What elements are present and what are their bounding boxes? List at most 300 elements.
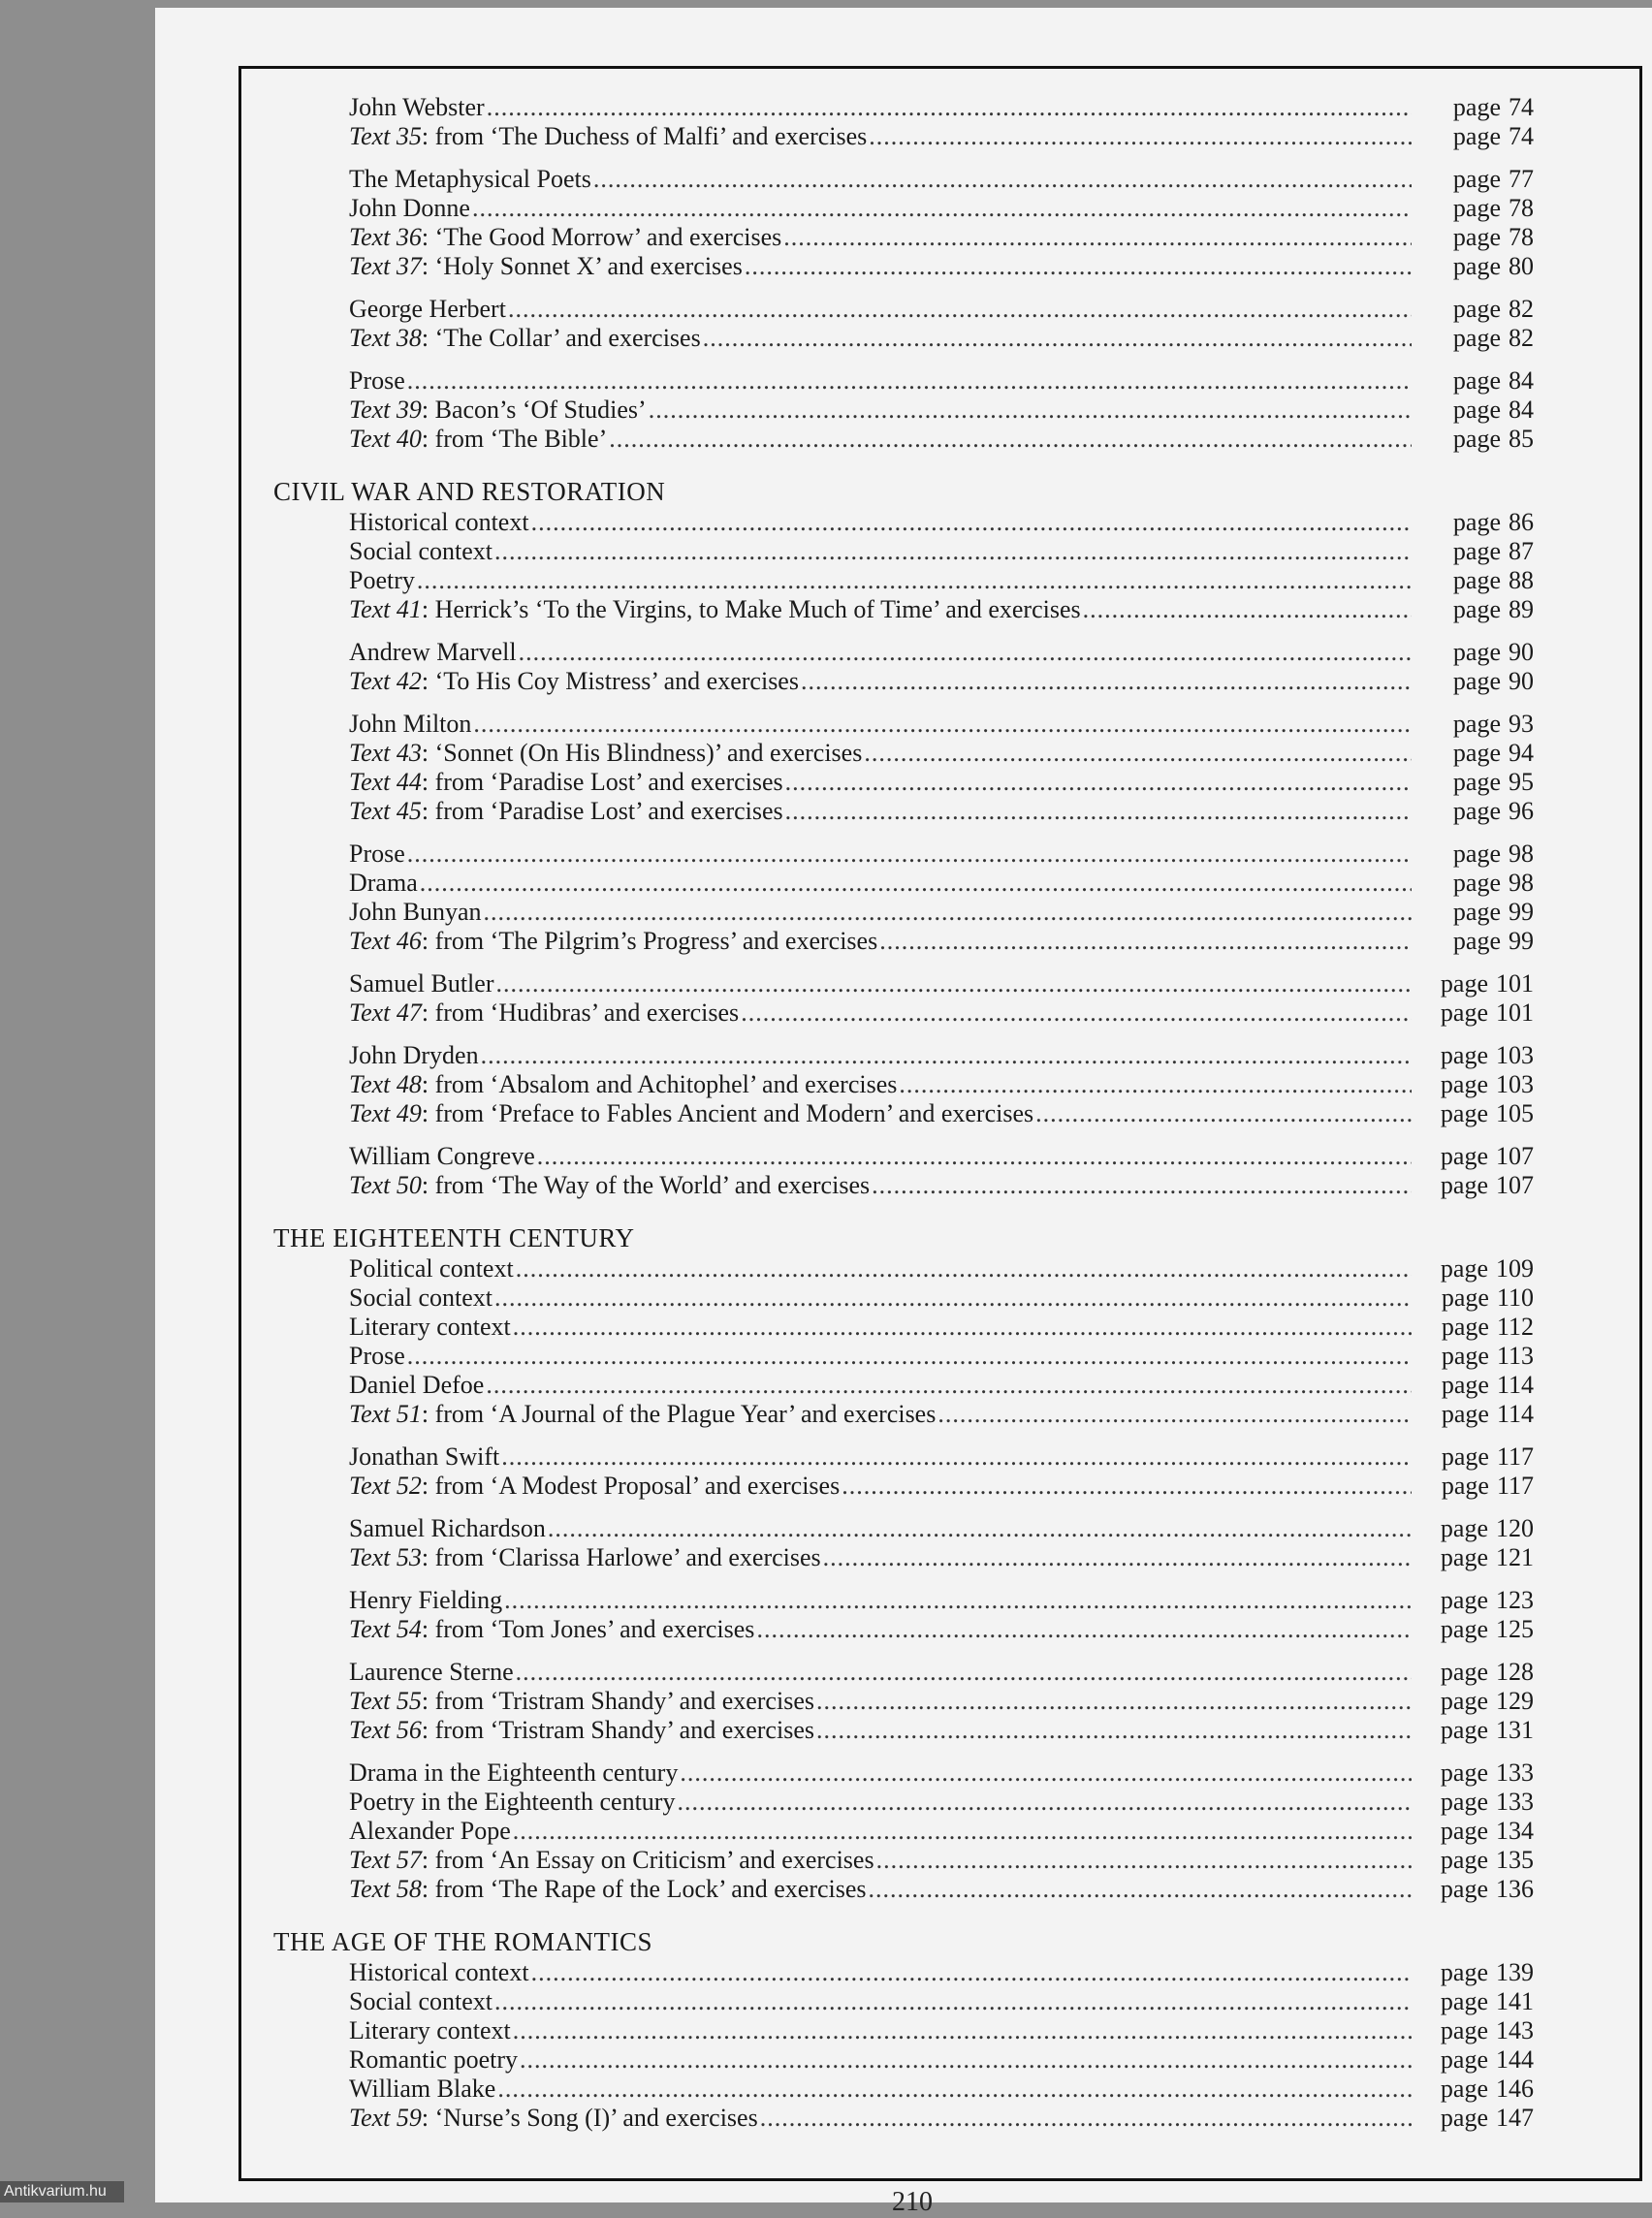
page-label: page — [1440, 1254, 1488, 1283]
entry-title-text: : from ‘Tristram Shandy’ and exercises — [421, 1716, 814, 1744]
page-label: page — [1441, 1371, 1489, 1399]
page-label: page — [1440, 1099, 1488, 1127]
entry-title-text: : from ‘Preface to Fables Ancient and Modern’ and exercises — [421, 1099, 1034, 1127]
page-reference — [1414, 1543, 1534, 1572]
entry-title — [349, 869, 418, 898]
dot-leader — [756, 1615, 1412, 1644]
page-reference — [1414, 1342, 1534, 1371]
toc-entry — [273, 667, 1534, 696]
page-label: page — [1452, 927, 1501, 955]
page-value: 114 — [1496, 1371, 1534, 1399]
toc-entry — [273, 2075, 1534, 2104]
toc-entry — [273, 1070, 1534, 1099]
entry-title — [349, 638, 517, 667]
dot-leader — [486, 1371, 1412, 1400]
entry-group — [273, 366, 1534, 454]
page-label: page — [1440, 1514, 1488, 1542]
text-number: Text 35 — [349, 122, 422, 150]
page-reference — [1414, 1759, 1534, 1788]
toc-entry — [273, 1658, 1534, 1687]
dot-leader — [593, 165, 1412, 194]
entry-title — [349, 396, 647, 425]
page-value: 101 — [1496, 998, 1534, 1027]
dot-leader — [745, 252, 1412, 281]
toc-entry — [273, 1342, 1534, 1371]
toc-entry — [273, 537, 1534, 566]
page-reference — [1414, 797, 1534, 826]
toc-section — [273, 475, 1534, 1200]
text-number: Text 44 — [349, 768, 422, 796]
dot-leader — [876, 1846, 1412, 1875]
entry-title — [349, 1254, 514, 1283]
entry-group — [273, 1041, 1534, 1128]
entry-title — [349, 366, 405, 396]
entry-title — [349, 566, 415, 595]
toc-entry — [273, 1142, 1534, 1171]
page-value: 123 — [1496, 1586, 1534, 1614]
dot-leader — [513, 2016, 1412, 2045]
page-value: 90 — [1509, 667, 1534, 695]
toc-entry — [273, 165, 1534, 194]
page-reference — [1414, 1658, 1534, 1687]
entry-title — [349, 1142, 535, 1171]
toc-entry — [273, 998, 1534, 1028]
text-number: Text 36 — [349, 223, 422, 251]
page-label: page — [1452, 739, 1501, 767]
entry-title-text: Social context — [349, 1987, 493, 2015]
page-value: 110 — [1496, 1283, 1534, 1312]
entry-group — [273, 710, 1534, 826]
page-reference — [1414, 2045, 1534, 2075]
entry-title-text: : from ‘Paradise Lost’ and exercises — [421, 797, 783, 825]
dot-leader — [741, 998, 1412, 1028]
page-value: 82 — [1509, 324, 1534, 352]
entry-title-text: Prose — [349, 1342, 405, 1370]
page-label: page — [1452, 295, 1501, 323]
page-reference — [1414, 840, 1534, 869]
entry-title-text: : from ‘A Modest Proposal’ and exercises — [421, 1472, 841, 1500]
entry-title — [349, 1070, 897, 1099]
entry-title-text: : from ‘The Way of the World’ and exercises — [421, 1171, 871, 1199]
page-value: 112 — [1496, 1313, 1534, 1341]
page-value: 96 — [1509, 797, 1534, 825]
page-value: 120 — [1496, 1514, 1534, 1542]
page-label: page — [1440, 1658, 1488, 1686]
text-number: Text 53 — [349, 1543, 422, 1571]
dot-leader — [501, 1442, 1412, 1472]
toc-entry — [273, 122, 1534, 151]
section-heading: THE EIGHTEENTH CENTURY — [273, 1223, 635, 1252]
dot-leader — [504, 1586, 1412, 1615]
entry-group — [273, 1254, 1534, 1429]
entry-title — [349, 1400, 936, 1429]
text-number: Text 43 — [349, 739, 422, 767]
entry-title — [349, 425, 607, 454]
toc-entry — [273, 1400, 1534, 1429]
text-number: Text 47 — [349, 998, 422, 1027]
page-reference — [1414, 595, 1534, 624]
page-reference — [1414, 425, 1534, 454]
page-label: page — [1440, 1875, 1488, 1903]
entry-title-text: William Congreve — [349, 1142, 535, 1170]
page-label: page — [1441, 1313, 1489, 1341]
page-reference — [1414, 1716, 1534, 1745]
entry-title — [349, 2045, 518, 2075]
page-label: page — [1440, 1788, 1488, 1816]
page-value: 88 — [1509, 566, 1534, 594]
toc-entry — [273, 1817, 1534, 1846]
entry-title — [349, 324, 701, 353]
entry-title-text: : from ‘A Journal of the Plague Year’ and exercises — [421, 1400, 937, 1428]
page-value: 134 — [1496, 1817, 1534, 1845]
entry-title — [349, 739, 862, 768]
page-value: 78 — [1509, 194, 1534, 222]
entry-title — [349, 2104, 758, 2133]
entry-title — [349, 840, 405, 869]
dot-leader — [520, 2045, 1412, 2075]
toc-entry — [273, 93, 1534, 122]
page-label: page — [1452, 869, 1501, 897]
dot-leader — [484, 898, 1413, 927]
page-value: 129 — [1496, 1687, 1534, 1715]
page-label: page — [1452, 710, 1501, 738]
entry-title — [349, 223, 781, 252]
entry-title-text: : from ‘The Rape of the Lock’ and exercises — [421, 1875, 867, 1903]
entry-group — [273, 840, 1534, 956]
dot-leader — [494, 537, 1412, 566]
page-value: 139 — [1496, 1958, 1534, 1986]
entry-title — [349, 1586, 502, 1615]
page-label: page — [1452, 508, 1501, 536]
dot-leader — [823, 1543, 1412, 1572]
entry-title-text: Samuel Richardson — [349, 1514, 546, 1542]
page-label: page — [1440, 1687, 1488, 1715]
page-label: page — [1440, 1759, 1488, 1787]
page-reference — [1414, 1586, 1534, 1615]
page-label: page — [1441, 1283, 1489, 1312]
dot-leader — [420, 869, 1412, 898]
page-reference — [1414, 1171, 1534, 1200]
dot-leader — [869, 1875, 1412, 1904]
entry-title-text: : from ‘Clarissa Harlowe’ and exercises — [421, 1543, 821, 1571]
entry-group — [273, 165, 1534, 281]
dot-leader — [494, 1283, 1412, 1313]
toc-entry — [273, 1586, 1534, 1615]
toc-entry — [273, 1283, 1534, 1313]
page-reference — [1414, 1400, 1534, 1429]
page-reference — [1414, 869, 1534, 898]
entry-title — [349, 122, 867, 151]
toc-entry — [273, 1875, 1534, 1904]
dot-leader — [548, 1514, 1412, 1543]
page-label: page — [1440, 2104, 1488, 2132]
page-value: 103 — [1496, 1070, 1534, 1098]
toc-entry — [273, 1442, 1534, 1472]
dot-leader — [487, 93, 1412, 122]
page-reference — [1414, 667, 1534, 696]
page-reference — [1414, 998, 1534, 1028]
page-value: 121 — [1496, 1543, 1534, 1571]
page-reference — [1414, 194, 1534, 223]
text-number: Text 55 — [349, 1687, 422, 1715]
entry-title — [349, 165, 591, 194]
page-value: 146 — [1496, 2075, 1534, 2103]
toc-section — [273, 1925, 1534, 2133]
toc-entry — [273, 1472, 1534, 1501]
page-value: 105 — [1496, 1099, 1534, 1127]
page-value: 103 — [1496, 1041, 1534, 1069]
text-number: Text 49 — [349, 1099, 422, 1127]
entry-title-text: Laurence Sterne — [349, 1658, 514, 1686]
page-label: page — [1452, 595, 1501, 623]
toc-entry — [273, 194, 1534, 223]
entry-title — [349, 1958, 529, 1987]
page-label: page — [1452, 638, 1501, 666]
page-label: page — [1440, 2016, 1488, 2044]
page-reference — [1414, 165, 1534, 194]
dot-leader — [508, 295, 1412, 324]
entry-title — [349, 1543, 821, 1572]
page-value: 107 — [1496, 1171, 1534, 1199]
dot-leader — [516, 1254, 1412, 1283]
page-label: page — [1452, 324, 1501, 352]
entry-title-text: John Donne — [349, 194, 470, 222]
page-reference — [1414, 1099, 1534, 1128]
toc-entry — [273, 1171, 1534, 1200]
page-label: page — [1440, 1846, 1488, 1874]
page-reference — [1414, 324, 1534, 353]
text-number: Text 38 — [349, 324, 422, 352]
dot-leader — [537, 1142, 1412, 1171]
entry-group — [273, 1586, 1534, 1644]
dot-leader — [1083, 595, 1412, 624]
entry-title — [349, 1313, 511, 1342]
page-reference — [1414, 537, 1534, 566]
entry-title — [349, 595, 1081, 624]
toc-entry — [273, 1615, 1534, 1644]
entry-group — [273, 295, 1534, 353]
text-number: Text 37 — [349, 252, 422, 280]
entry-title — [349, 1283, 492, 1313]
entry-group — [273, 1759, 1534, 1904]
page-label: page — [1452, 252, 1501, 280]
text-number: Text 39 — [349, 396, 422, 424]
dot-leader — [785, 768, 1412, 797]
dot-leader — [531, 508, 1412, 537]
dot-leader — [497, 2075, 1412, 2104]
entry-title — [349, 927, 877, 956]
entry-title — [349, 1658, 514, 1687]
toc-section — [273, 1221, 1534, 1904]
toc-entry — [273, 252, 1534, 281]
toc-entry — [273, 595, 1534, 624]
entry-title-text: : ‘Sonnet (On His Blindness)’ and exercises — [421, 739, 863, 767]
page-reference — [1414, 1846, 1534, 1875]
page-label: page — [1440, 1716, 1488, 1744]
entry-title — [349, 667, 799, 696]
entry-title — [349, 1716, 814, 1745]
page-label: page — [1452, 797, 1501, 825]
page-reference — [1414, 252, 1534, 281]
text-number: Text 48 — [349, 1070, 422, 1098]
page-reference — [1414, 1958, 1534, 1987]
entry-title-text: Drama — [349, 869, 418, 897]
entry-title — [349, 1472, 840, 1501]
page-value: 136 — [1496, 1875, 1534, 1903]
page-value: 109 — [1496, 1254, 1534, 1283]
entry-title-text: Poetry in the Eighteenth century — [349, 1788, 676, 1816]
entry-group — [273, 1658, 1534, 1745]
entry-title-text: Henry Fielding — [349, 1586, 503, 1614]
page-label: page — [1440, 1987, 1488, 2015]
page-reference — [1414, 1788, 1534, 1817]
page-label: page — [1452, 768, 1501, 796]
entry-group — [273, 1514, 1534, 1572]
toc-entry — [273, 1846, 1534, 1875]
page-reference — [1414, 1514, 1534, 1543]
entry-title-text: Historical context — [349, 1958, 529, 1986]
entry-title — [349, 1615, 754, 1644]
entry-title-text: John Bunyan — [349, 898, 482, 926]
dot-leader — [519, 638, 1412, 667]
entry-title-text: Prose — [349, 366, 405, 395]
toc-entry — [273, 969, 1534, 998]
toc-entry — [273, 1313, 1534, 1342]
toc-entry — [273, 425, 1534, 454]
page-value: 144 — [1496, 2045, 1534, 2074]
text-number: Text 45 — [349, 797, 422, 825]
page-value: 93 — [1509, 710, 1534, 738]
entry-title — [349, 295, 506, 324]
entry-title-text: George Herbert — [349, 295, 506, 323]
page-label: page — [1452, 537, 1501, 565]
page-reference — [1414, 366, 1534, 396]
toc-entry — [273, 739, 1534, 768]
entry-title — [349, 2075, 495, 2104]
dot-leader — [816, 1716, 1412, 1745]
dot-leader — [407, 366, 1412, 396]
page-reference — [1414, 739, 1534, 768]
entry-title-text: John Dryden — [349, 1041, 479, 1069]
entry-title-text: Prose — [349, 840, 405, 868]
page-value: 99 — [1509, 927, 1534, 955]
watermark: Antikvarium.hu — [0, 2181, 124, 2202]
page-label: page — [1452, 840, 1501, 868]
toc-entry — [273, 1759, 1534, 1788]
page-reference — [1414, 638, 1534, 667]
toc-entry — [273, 869, 1534, 898]
entry-title-text: Jonathan Swift — [349, 1442, 500, 1471]
page-value: 90 — [1509, 638, 1534, 666]
toc-entry — [273, 840, 1534, 869]
entry-title-text: Romantic poetry — [349, 2045, 519, 2074]
entry-title — [349, 1846, 874, 1875]
page-value: 94 — [1509, 739, 1534, 767]
entry-title-text: John Webster — [349, 93, 485, 121]
entry-title-text: Samuel Butler — [349, 969, 494, 998]
entry-title — [349, 1759, 678, 1788]
entry-title-text: Poetry — [349, 566, 415, 594]
toc-entry — [273, 1099, 1534, 1128]
entry-title-text: William Blake — [349, 2075, 496, 2103]
toc-entry — [273, 1371, 1534, 1400]
page-label: page — [1440, 1041, 1488, 1069]
entry-title-text: : from ‘The Duchess of Malfi’ and exercises — [421, 122, 868, 150]
entry-title-text: Social context — [349, 1283, 493, 1312]
entry-title-text: Social context — [349, 537, 493, 565]
page-label: page — [1441, 1442, 1489, 1471]
page-label: page — [1440, 2075, 1488, 2103]
toc-entry — [273, 324, 1534, 353]
entry-title-text: Political context — [349, 1254, 514, 1283]
page-reference — [1414, 1142, 1534, 1171]
page-label: page — [1441, 1342, 1489, 1370]
dot-leader — [513, 1817, 1412, 1846]
toc-entry — [273, 223, 1534, 252]
entry-title-text: : Herrick’s ‘To the Virgins, to Make Much of Time’ and exercises — [421, 595, 1081, 623]
page-value: 98 — [1509, 869, 1534, 897]
toc-entry — [273, 1958, 1534, 1987]
text-number: Text 52 — [349, 1472, 422, 1500]
entry-title-text: : from ‘Paradise Lost’ and exercises — [421, 768, 783, 796]
entry-title-text: : from ‘The Bible’ — [421, 425, 608, 453]
page-reference — [1414, 566, 1534, 595]
toc-entry — [273, 295, 1534, 324]
page-label: page — [1440, 998, 1488, 1027]
toc-entry — [273, 768, 1534, 797]
page-value: 74 — [1509, 122, 1534, 150]
entry-title — [349, 537, 492, 566]
text-number: Text 40 — [349, 425, 422, 453]
dot-leader — [407, 840, 1412, 869]
page-reference — [1414, 508, 1534, 537]
dot-leader — [703, 324, 1412, 353]
page-label: page — [1452, 165, 1501, 193]
dot-leader — [785, 797, 1412, 826]
page-value: 117 — [1496, 1442, 1534, 1471]
entry-title — [349, 1788, 675, 1817]
page-label: page — [1440, 1817, 1488, 1845]
entry-title-text: Daniel Defoe — [349, 1371, 485, 1399]
page-value: 78 — [1509, 223, 1534, 251]
entry-title-text: : ‘To His Coy Mistress’ and exercises — [421, 667, 799, 695]
entry-group — [273, 508, 1534, 624]
page-value: 143 — [1496, 2016, 1534, 2044]
toc-entry — [273, 366, 1534, 396]
dot-leader — [609, 425, 1412, 454]
entry-title-text: Literary context — [349, 1313, 511, 1341]
dot-leader — [842, 1472, 1412, 1501]
entry-title-text: : from ‘An Essay on Criticism’ and exercises — [421, 1846, 874, 1874]
text-number: Text 56 — [349, 1716, 422, 1744]
entry-title — [349, 1817, 511, 1846]
dot-leader — [869, 122, 1412, 151]
entry-group — [273, 1958, 1534, 2133]
page-reference — [1414, 1371, 1534, 1400]
toc-entry — [273, 1788, 1534, 1817]
page-value: 113 — [1496, 1342, 1534, 1370]
page-label: page — [1452, 667, 1501, 695]
page-value: 87 — [1509, 537, 1534, 565]
page-value: 74 — [1509, 93, 1534, 121]
page-reference — [1414, 396, 1534, 425]
text-number: Text 57 — [349, 1846, 422, 1874]
page-value: 133 — [1496, 1788, 1534, 1816]
dot-leader — [649, 396, 1412, 425]
page-label: page — [1452, 396, 1501, 424]
dot-leader — [879, 927, 1412, 956]
page-label: page — [1440, 1543, 1488, 1571]
